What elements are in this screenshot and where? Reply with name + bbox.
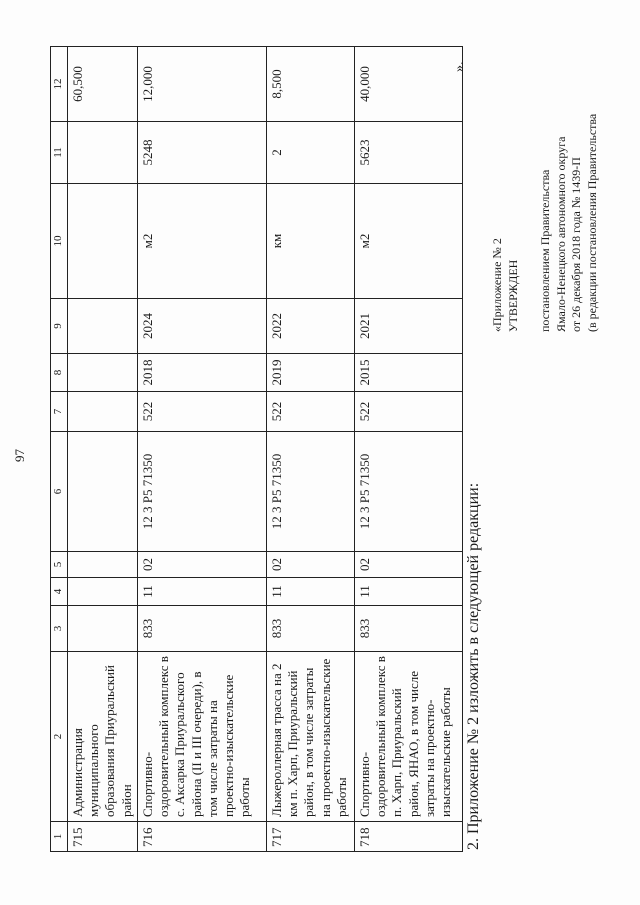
cell-c9: 2024 (137, 299, 266, 354)
cell-c7: 522 (137, 392, 266, 432)
appendix-line: от 26 декабря 2018 года № 1439-П (569, 157, 584, 332)
row-number: 718 (354, 822, 462, 852)
cell-c4: 11 (137, 578, 266, 606)
appendix-line: «Приложение № 2 (490, 238, 504, 332)
col-header: 8 (51, 354, 68, 392)
col-header: 1 (51, 822, 68, 852)
object-name: Администрация муниципального образования Приуральский район (67, 652, 137, 822)
appendix-line: (в редакции постановления Правительства (584, 113, 599, 332)
column-number-row (51, 47, 68, 852)
cell-c12: 12,000 (137, 47, 266, 122)
cell-c4: 11 (354, 578, 462, 606)
cell-c8: 2019 (266, 354, 354, 392)
cell-c11: 5248 (137, 122, 266, 184)
cell-c7 (67, 392, 137, 432)
cell-c10: м2 (137, 184, 266, 299)
table-row (354, 47, 462, 852)
row-number: 715 (67, 822, 137, 852)
cell-c9: 2022 (266, 299, 354, 354)
cell-c12: 40,000 (354, 47, 462, 122)
page-number: 97 (12, 449, 27, 462)
cell-c8: 2015 (354, 354, 462, 392)
cell-c11: 5623 (354, 122, 462, 184)
col-header: 3 (51, 606, 68, 652)
cell-c12: 8,500 (266, 47, 354, 122)
cell-c5: 02 (266, 552, 354, 578)
cell-c3: 833 (137, 606, 266, 652)
cell-c5: 02 (137, 552, 266, 578)
col-header: 9 (51, 299, 68, 354)
col-header: 2 (51, 652, 68, 822)
col-header: 6 (51, 432, 68, 552)
col-header: 7 (51, 392, 68, 432)
object-name: Спортивно-оздоровительный комплекс в с. Аксарка Приуральского района (II и III очереди), в том числе затраты на проектно-изыскательские работы (137, 652, 266, 822)
cell-c6: 12 3 Р5 71350 (266, 432, 354, 552)
col-header: 12 (51, 47, 68, 122)
cell-c10: м2 (354, 184, 462, 299)
cell-c9: 2021 (354, 299, 462, 354)
spacer (521, 114, 538, 332)
cell-c7: 522 (354, 392, 462, 432)
cell-c11: 2 (266, 122, 354, 184)
col-header: 10 (51, 184, 68, 299)
appendix-line: постановлением Правительства (538, 169, 553, 332)
table-row (266, 47, 354, 852)
object-name: Лыжероллерная трасса на 2 км п. Харп, Приуральский район, в том числе затраты на проектно-изыскательские работы (266, 652, 354, 822)
col-header: 5 (51, 552, 68, 578)
col-header: 11 (51, 122, 68, 184)
row-number: 717 (266, 822, 354, 852)
cell-c10: км (266, 184, 354, 299)
cell-c3: 833 (266, 606, 354, 652)
appendix-line: УТВЕРЖДЕН (505, 259, 520, 332)
amendment-text: 2. Приложение № 2 изложить в следующей редакции: (465, 482, 482, 850)
appendix-line: Ямало-Ненецкого автономного округа (553, 136, 568, 332)
table-row (67, 47, 137, 852)
cell-c3 (67, 606, 137, 652)
cell-c7: 522 (266, 392, 354, 432)
cell-c11 (67, 122, 137, 184)
cell-c4: 11 (266, 578, 354, 606)
object-name: Спортивно-оздоровительный комплекс в п. Харп, Приуральский район, ЯНАО, в том числе затраты на проектно-изыскательские работы (354, 652, 462, 822)
row-number: 716 (137, 822, 266, 852)
cell-c4 (67, 578, 137, 606)
cell-c10 (67, 184, 137, 299)
cell-c6: 12 3 Р5 71350 (137, 432, 266, 552)
col-header: 4 (51, 578, 68, 606)
cell-c9 (67, 299, 137, 354)
cell-c8 (67, 354, 137, 392)
cell-c3: 833 (354, 606, 462, 652)
cell-c8: 2018 (137, 354, 266, 392)
investment-table (50, 46, 463, 852)
cell-c12: 60,500 (67, 47, 137, 122)
table-row (137, 47, 266, 852)
cell-c6 (67, 432, 137, 552)
rotated-page (12, 32, 620, 872)
cell-c5 (67, 552, 137, 578)
cell-c6: 12 3 Р5 71350 (354, 432, 462, 552)
appendix-header (490, 114, 601, 332)
closing-quote: ». (452, 61, 467, 72)
cell-c5: 02 (354, 552, 462, 578)
